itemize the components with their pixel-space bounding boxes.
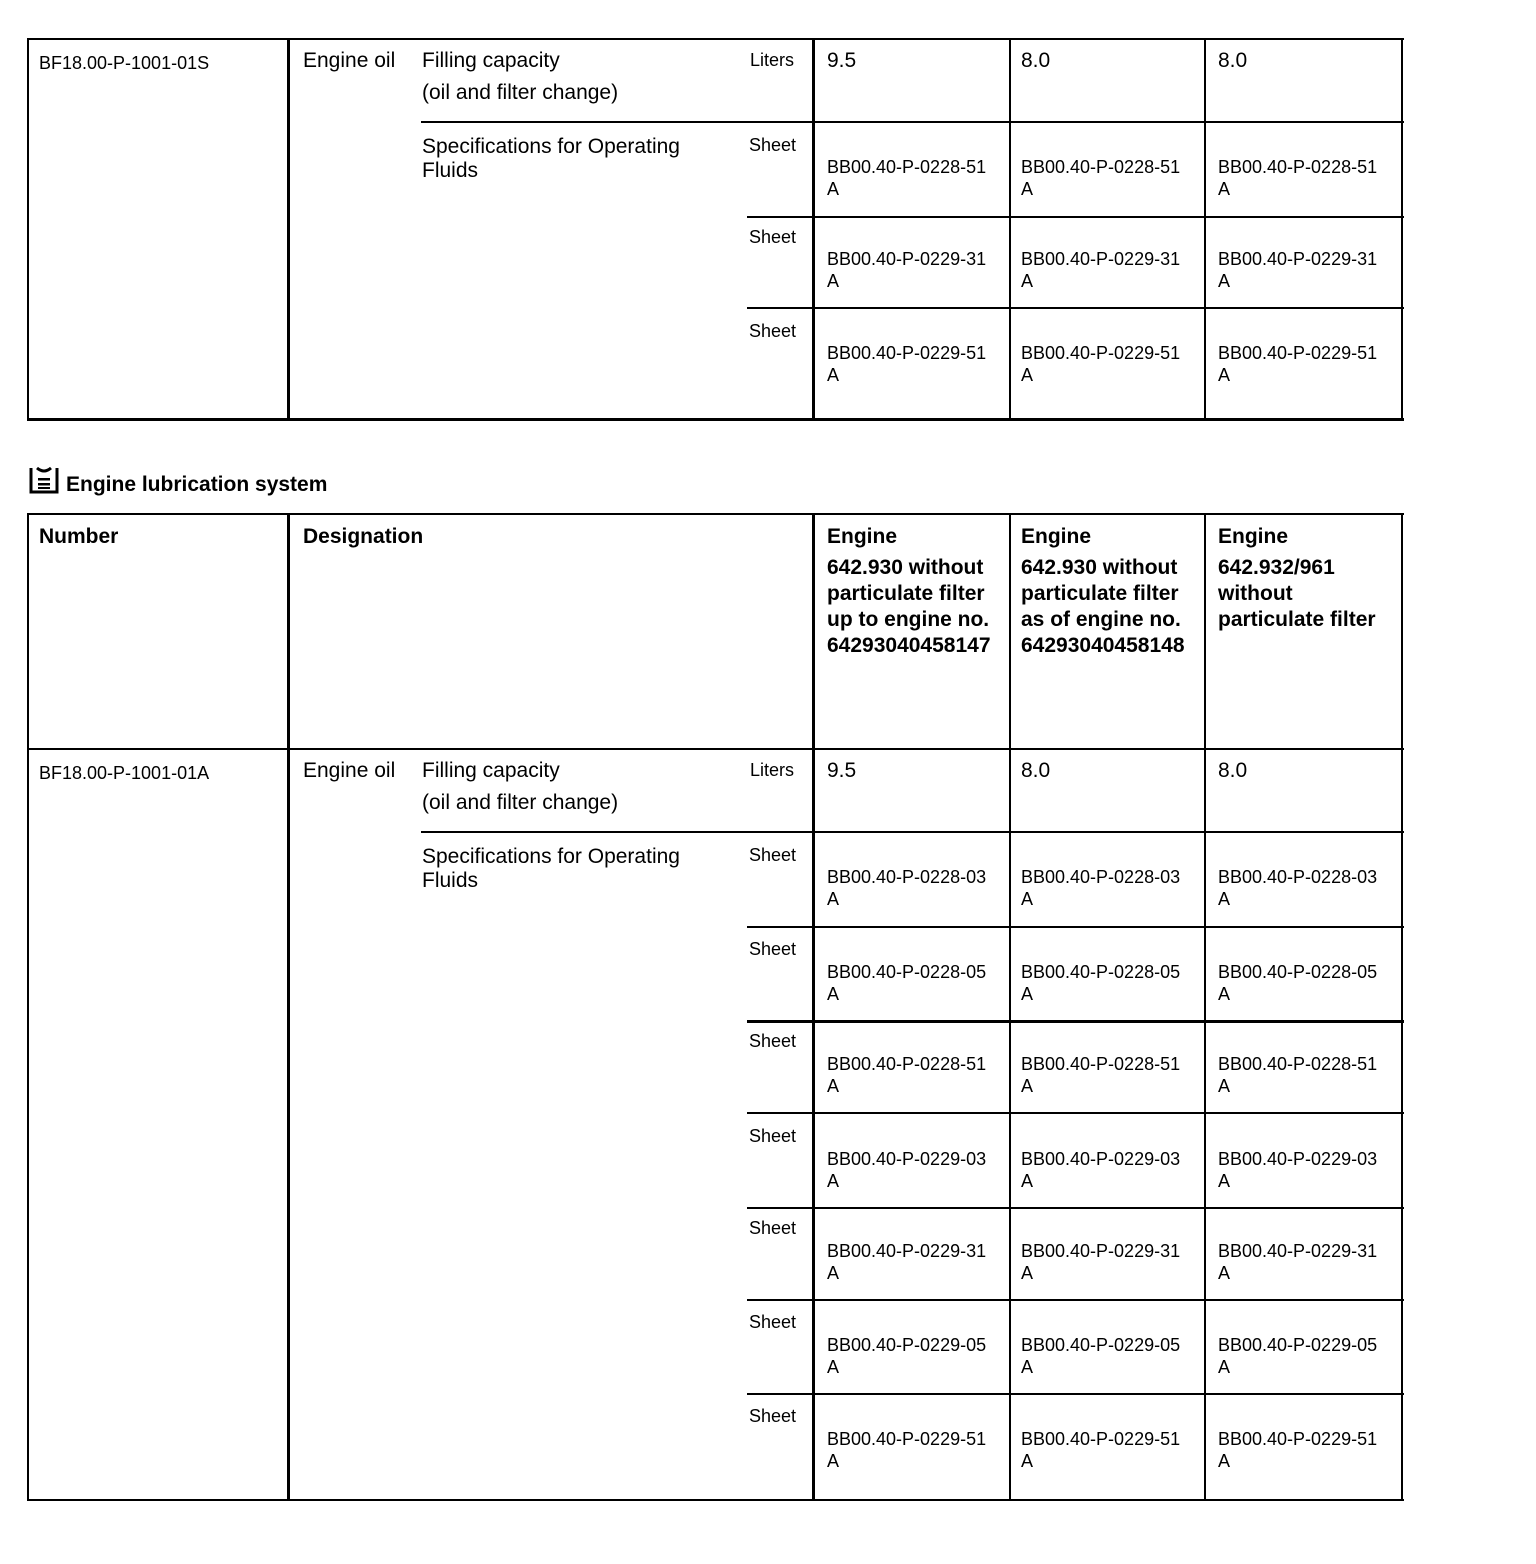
table-2-row-divider [747,1020,1404,1023]
unit-sheet: Sheet [749,1126,797,1146]
table-2-row-divider [747,1112,1404,1114]
table-1-row-divider [747,307,1404,309]
table-1-bottom-border [27,418,1404,421]
column-header-engine: Engine 642.930 without particulate filter up to engine no. 64293040458147 [827,525,991,657]
table-2-col-divider [1009,513,1011,1501]
table-2-row-divider [747,1207,1404,1209]
sheet-ref: BB00.40-P-0229-31 A [1021,249,1181,291]
filling-value: 9.5 [827,759,857,782]
sheet-ref: BB00.40-P-0229-51 A [1021,1429,1181,1471]
filling-value: 9.5 [827,49,857,72]
table-2-col-divider [1204,513,1206,1501]
part-number: BF18.00-P-1001-01S [39,53,210,73]
sheet-ref: BB00.40-P-0229-31 A [827,249,987,291]
sheet-ref: BB00.40-P-0228-51 A [1218,157,1378,199]
table-2-row-divider [747,926,1404,928]
sheet-ref: BB00.40-P-0229-03 A [1218,1149,1378,1191]
unit-sheet: Sheet [749,135,797,155]
table-2-left-border [27,513,29,1501]
designation: Engine oil [303,759,396,782]
spec-label-line2: Fluids [422,159,479,182]
table-1-col-divider [1009,38,1011,421]
table-1-col-divider [812,38,815,421]
filling-capacity-label: Filling capacity [422,759,560,782]
sheet-ref: BB00.40-P-0229-31 A [827,1241,987,1283]
filling-value: 8.0 [1021,49,1051,72]
manual-book-icon [29,466,59,494]
unit-sheet: Sheet [749,1031,797,1051]
sheet-ref: BB00.40-P-0228-51 A [1021,1054,1181,1096]
sheet-ref: BB00.40-P-0229-51 A [1021,343,1181,385]
sheet-ref: BB00.40-P-0228-03 A [1218,867,1378,909]
sheet-ref: BB00.40-P-0228-03 A [827,867,987,909]
table-1-left-border [27,38,29,421]
sheet-ref: BB00.40-P-0229-05 A [1021,1335,1181,1377]
designation: Engine oil [303,49,396,72]
table-2-col-divider [287,513,290,1501]
sheet-ref: BB00.40-P-0229-51 A [1218,343,1378,385]
spec-label-line2: Fluids [422,869,479,892]
table-2-col-divider [812,513,815,1501]
sheet-ref: BB00.40-P-0229-51 A [1218,1429,1378,1471]
table-1-top-border [27,38,1404,40]
sheet-ref: BB00.40-P-0228-51 A [1218,1054,1378,1096]
sheet-ref: BB00.40-P-0229-05 A [1218,1335,1378,1377]
filling-value: 8.0 [1218,49,1248,72]
part-number: BF18.00-P-1001-01A [39,763,210,783]
unit-sheet: Sheet [749,1312,797,1332]
sheet-ref: BB00.40-P-0228-51 A [827,1054,987,1096]
sheet-ref: BB00.40-P-0229-31 A [1218,249,1378,291]
column-header-number: Number [39,525,119,548]
unit-liters: Liters [750,760,795,780]
sheet-ref: BB00.40-P-0229-03 A [1021,1149,1181,1191]
sheet-ref: BB00.40-P-0229-31 A [1021,1241,1181,1283]
sheet-ref: BB00.40-P-0228-51 A [827,157,987,199]
unit-sheet: Sheet [749,321,797,341]
table-2-header-divider [27,748,1404,750]
column-header-designation: Designation [303,525,424,548]
filling-capacity-label: Filling capacity [422,49,560,72]
table-2-right-border [1401,513,1403,1501]
unit-sheet: Sheet [749,1218,797,1238]
unit-sheet: Sheet [749,227,797,247]
section-title: Engine lubrication system [66,473,328,496]
unit-sheet: Sheet [749,845,797,865]
sheet-ref: BB00.40-P-0228-05 A [1021,962,1181,1004]
table-1-right-border [1401,38,1403,421]
unit-sheet: Sheet [749,939,797,959]
sheet-ref: BB00.40-P-0229-03 A [827,1149,987,1191]
filling-value: 8.0 [1218,759,1248,782]
sheet-ref: BB00.40-P-0229-31 A [1218,1241,1378,1283]
column-header-engine: Engine 642.932/961 without particulate filter [1218,525,1376,631]
table-1-row-divider [421,121,1404,123]
sheet-ref: BB00.40-P-0229-51 A [827,1429,987,1471]
table-2-row-divider [747,1393,1404,1395]
spec-label: Specifications for Operating [422,845,680,868]
sheet-ref: BB00.40-P-0229-05 A [827,1335,987,1377]
table-1-col-divider [287,38,290,421]
table-2-top-border [27,513,1404,515]
table-1-row-divider [747,216,1404,218]
unit-liters: Liters [750,50,795,70]
spec-label: Specifications for Operating [422,135,680,158]
sheet-ref: BB00.40-P-0228-03 A [1021,867,1181,909]
table-1-col-divider [1204,38,1206,421]
sheet-ref: BB00.40-P-0228-05 A [1218,962,1378,1004]
filling-value: 8.0 [1021,759,1051,782]
sheet-ref: BB00.40-P-0228-51 A [1021,157,1181,199]
sheet-ref: BB00.40-P-0229-51 A [827,343,987,385]
table-2-row-divider [747,1299,1404,1301]
column-header-engine: Engine 642.930 without particulate filter as of engine no. 64293040458148 [1021,525,1185,657]
table-2-row-divider [421,831,1404,833]
filling-capacity-sublabel: (oil and filter change) [422,81,619,104]
sheet-ref: BB00.40-P-0228-05 A [827,962,987,1004]
table-2-bottom-border [27,1499,1404,1501]
filling-capacity-sublabel: (oil and filter change) [422,791,619,814]
unit-sheet: Sheet [749,1406,797,1426]
